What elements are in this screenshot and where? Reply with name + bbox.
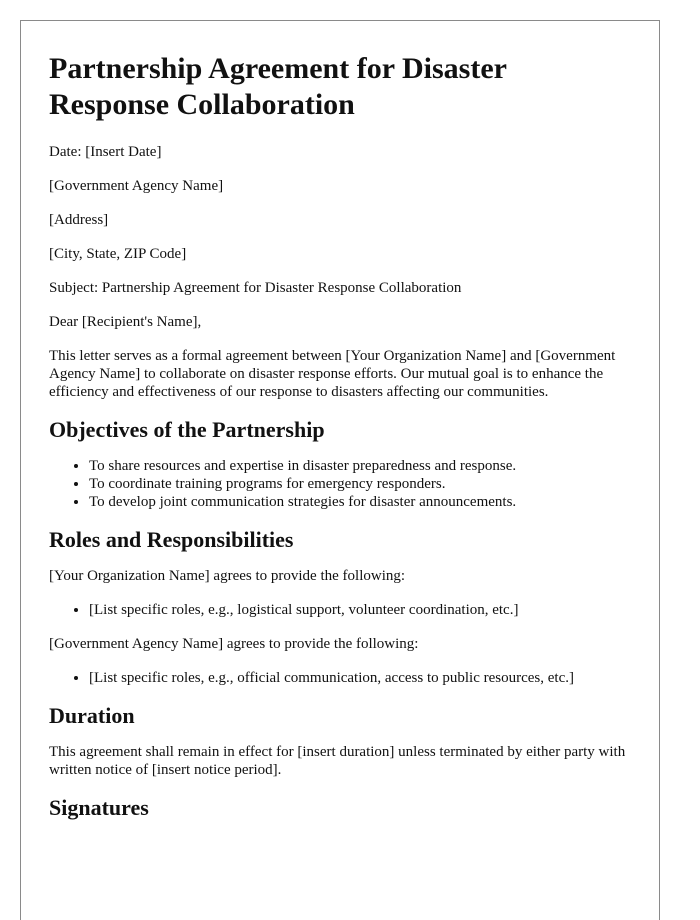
duration-text: This agreement shall remain in effect for [insert duration] unless terminated by either party with written notice of [insert notice period]. xyxy=(49,744,626,778)
org-role-item: • [List specific roles, e.g., logistical support, volunteer coordination, etc.] xyxy=(89,601,631,619)
signatures-heading: Signatures xyxy=(49,795,149,820)
objective-item: • To coordinate training programs for emergency responders. xyxy=(89,475,631,493)
objective-item: • To share resources and expertise in disaster preparedness and response. xyxy=(89,457,631,475)
roles-heading: Roles and Responsibilities xyxy=(49,527,294,552)
recipient-address: [Address] xyxy=(49,212,109,228)
objectives-list xyxy=(49,457,631,511)
intro-paragraph: This letter serves as a formal agreement between [Your Organization Name] and [Government Agency Name] to collaborate on disaster response efforts. Our mutual goal is to enhance the efficiency and effectiveness of our response to disasters affecting our communities. xyxy=(49,348,616,400)
agency-role-item: • [List specific roles, e.g., official communication, access to public resources, etc.] xyxy=(89,669,631,687)
date-line: Date: [Insert Date] xyxy=(49,144,162,160)
recipient-city-state-zip: [City, State, ZIP Code] xyxy=(49,246,187,262)
subject-line: Subject: Partnership Agreement for Disaster Response Collaboration xyxy=(49,280,462,296)
objective-item: • To develop joint communication strategies for disaster announcements. xyxy=(89,493,631,511)
recipient-agency: [Government Agency Name] xyxy=(49,178,224,194)
document-title: Partnership Agreement for Disaster Response Collaboration xyxy=(49,52,507,121)
objectives-heading: Objectives of the Partnership xyxy=(49,417,325,442)
letter-page xyxy=(20,20,660,920)
org-roles-list xyxy=(49,601,631,619)
duration-heading: Duration xyxy=(49,703,135,728)
org-roles-intro: [Your Organization Name] agrees to provide the following: xyxy=(49,568,406,584)
agency-roles-intro: [Government Agency Name] agrees to provide the following: xyxy=(49,636,419,652)
agency-roles-list xyxy=(49,669,631,687)
salutation: Dear [Recipient's Name], xyxy=(49,314,202,330)
